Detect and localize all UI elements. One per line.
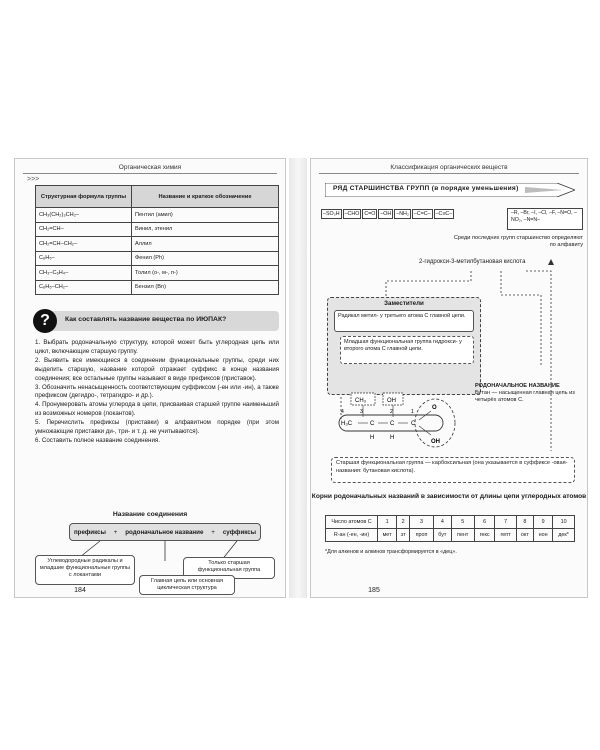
radicals-table xyxy=(35,185,279,295)
table-cell: окт xyxy=(516,529,533,542)
table-cell: CH₂=CH– xyxy=(36,222,132,237)
table-cell: 2 xyxy=(397,516,410,529)
table-cell: 7 xyxy=(495,516,516,529)
mol-carbon: C xyxy=(411,421,416,427)
table-cell: C₆H₅–CH₂– xyxy=(36,280,132,295)
mol-hydrogen: H xyxy=(370,435,375,441)
table-cell: CH₂=CH–CH₂– xyxy=(36,237,132,252)
table-cell: гепт xyxy=(495,529,516,542)
question-banner xyxy=(35,311,279,331)
mol-locant: 3 xyxy=(360,409,363,415)
parent-name-note xyxy=(475,383,579,413)
table-header: Название и краткое обозначение xyxy=(132,186,279,208)
table-row xyxy=(326,516,575,529)
table-cell: бут xyxy=(433,529,451,542)
step-item: 3. Обозначить ненасыщенность соответствующим суффиксом (-ен или -ин), а также префиксом (дегидро-, тетрагидро- и др.). xyxy=(35,383,279,400)
parent-text: Бутан — насыщенная главная цепь из четырёх атомов С. xyxy=(475,390,575,403)
step-item: 1. Выбрать родоначальную структуру, которой может быть углеродная цепь или цикл, включающие старшую группу. xyxy=(35,339,279,355)
table-cell: 10 xyxy=(553,516,575,529)
step-item: 2. Выявить все имеющиеся в соединении функциональные группы, среди них выделить старшую, название которой отражает суффикс в конце названия соединения; все остальные группы называют в виде префиксов (приставок). xyxy=(35,356,279,382)
group-item: –C≡C– xyxy=(435,211,453,217)
table-cell: 9 xyxy=(534,516,553,529)
label-root: Главная цепь или основная циклическая структура xyxy=(139,575,235,595)
table-row xyxy=(36,266,279,281)
page-number-left: 184 xyxy=(74,587,86,594)
naming-title: Название соединения xyxy=(112,511,188,518)
table-cell: Винил, этенил xyxy=(132,222,279,237)
table-cell: мет xyxy=(378,529,397,542)
mol-oxygen: O xyxy=(432,405,437,411)
mol-ch3: CH₃ xyxy=(355,398,367,404)
groups-row xyxy=(321,209,454,219)
table-cell: нон xyxy=(534,529,553,542)
roots-title: Корни родоначальных названий в зависимости от длины цепи углеродных атомов xyxy=(311,493,587,500)
running-head-left: Органическая химия xyxy=(118,164,182,171)
table-row xyxy=(36,251,279,266)
table-cell: 1 xyxy=(378,516,397,529)
page-number-right: 185 xyxy=(368,587,380,594)
step-item: 4. Пронумеровать атомы углерода в цепи, присваивая старшей группе наименьший из возможных номеров (локантов). xyxy=(35,401,279,418)
table-row xyxy=(36,208,279,223)
left-page xyxy=(14,158,286,598)
table-row xyxy=(36,280,279,295)
rank-title: РЯД СТАРШИНСТВА ГРУПП (в порядке уменьшения) xyxy=(333,185,519,192)
table-cell: C₆H₅– xyxy=(36,251,132,266)
mol-locant: 2 xyxy=(390,409,393,415)
step-item: 6. Составить полное название соединения. xyxy=(35,436,160,444)
table-cell: Аллил xyxy=(132,237,279,252)
mol-oh: OH xyxy=(387,398,396,404)
formula-suffixes: суффиксы xyxy=(222,528,256,536)
running-head-right: Классификация органических веществ xyxy=(390,164,508,171)
label-suffixes: Только старшая функциональная группа xyxy=(183,557,275,579)
table-cell: 5 xyxy=(451,516,474,529)
mol-h3c: H₃C xyxy=(341,421,353,427)
substituents-box xyxy=(327,297,481,395)
table-cell: 6 xyxy=(474,516,495,529)
table-cell: дек* xyxy=(553,529,575,542)
group-item: –C=C– xyxy=(413,211,431,217)
group-item: –CHO xyxy=(344,211,360,217)
footnote: *Для алкенов и алкинов трансформируется в «дец». xyxy=(325,549,457,555)
table-cell: Толил (о-, м-, п-) xyxy=(132,266,279,281)
header-rule xyxy=(319,173,579,174)
mol-carbon: C xyxy=(370,421,375,427)
senior-group-note: Старшая функциональная группа — карбоксильная (она указывается в суффиксе -овая- названия: бутановая кислота). xyxy=(331,457,575,483)
table-header: Структурная формула группы xyxy=(36,186,132,208)
table-cell: 4 xyxy=(433,516,451,529)
table-cell: CH₃–C₆H₄– xyxy=(36,266,132,281)
group-item: –NH₂ xyxy=(396,211,409,217)
halogen-groups: –R, –Br, –I, –Cl, –F, –N=O, –NO₂, –N=N– xyxy=(507,208,583,230)
radical-note: Радикал метил- у третьего атома С главной цепи. xyxy=(334,310,474,332)
mol-hydrogen: H xyxy=(390,435,395,441)
table-row xyxy=(326,529,575,542)
example-compound-name: 2-гидрокси-3-метилбутановая кислота xyxy=(419,259,526,265)
molecule-structure xyxy=(331,389,481,449)
question-mark-icon: ? xyxy=(33,309,57,333)
table-row xyxy=(36,237,279,252)
label-prefixes: Углеводородные радикалы и младшие функциональные группы с локантами xyxy=(35,555,135,585)
table-row xyxy=(36,222,279,237)
step-item: 5. Перечислить префиксы (приставки) в алфавитном порядке (при этом умножающие приставки ди-, три- и т. д. не учитываются). xyxy=(35,419,279,436)
group-item: –OH xyxy=(380,211,392,217)
header-rule xyxy=(23,173,277,174)
question-text: Как составлять название вещества по ИЮПАК? xyxy=(65,316,227,323)
steps-list xyxy=(35,339,279,446)
table-cell: 8 xyxy=(516,516,533,529)
alphabet-note: Среди последних групп старшинство определяют по алфавиту xyxy=(453,235,583,248)
table-cell: гекс xyxy=(474,529,495,542)
formula-plus: + xyxy=(211,528,215,536)
mol-carboxyl-oh: OH xyxy=(431,439,440,445)
group-item: –SO₃H xyxy=(323,211,340,217)
right-page xyxy=(310,158,588,598)
junior-group-note: Младшая функциональная группа гидрокси- у второго атома С главной цепи. xyxy=(340,336,474,364)
formula-root: родоначальное название xyxy=(125,528,204,536)
table-cell: 3 xyxy=(410,516,434,529)
mol-carbon: C xyxy=(390,421,395,427)
table-cell: CH₃(CH₂)₃CH₂– xyxy=(36,208,132,223)
table-cell: Фенил (Ph) xyxy=(132,251,279,266)
table-cell: R-ан (-ен, -ин) xyxy=(326,529,378,542)
book-gutter xyxy=(289,158,307,598)
group-item: C=O xyxy=(364,211,376,217)
formula-prefixes: префиксы xyxy=(73,528,106,536)
table-cell: Пентил (амил) xyxy=(132,208,279,223)
table-cell: пент xyxy=(451,529,474,542)
table-cell: проп xyxy=(410,529,434,542)
table-cell: эт xyxy=(397,529,410,542)
parent-title: РОДОНАЧАЛЬНОЕ НАЗВАНИЕ xyxy=(475,383,560,389)
formula-plus: + xyxy=(113,528,118,536)
mol-locant: 4 xyxy=(341,409,344,415)
roots-table xyxy=(325,515,575,542)
continuation-marker: >>> xyxy=(27,176,40,183)
substituents-title: Заместители xyxy=(384,300,424,307)
mol-locant: 1 xyxy=(411,409,414,415)
table-cell: Бензил (Bn) xyxy=(132,280,279,295)
table-cell: Число атомов С xyxy=(326,516,378,529)
